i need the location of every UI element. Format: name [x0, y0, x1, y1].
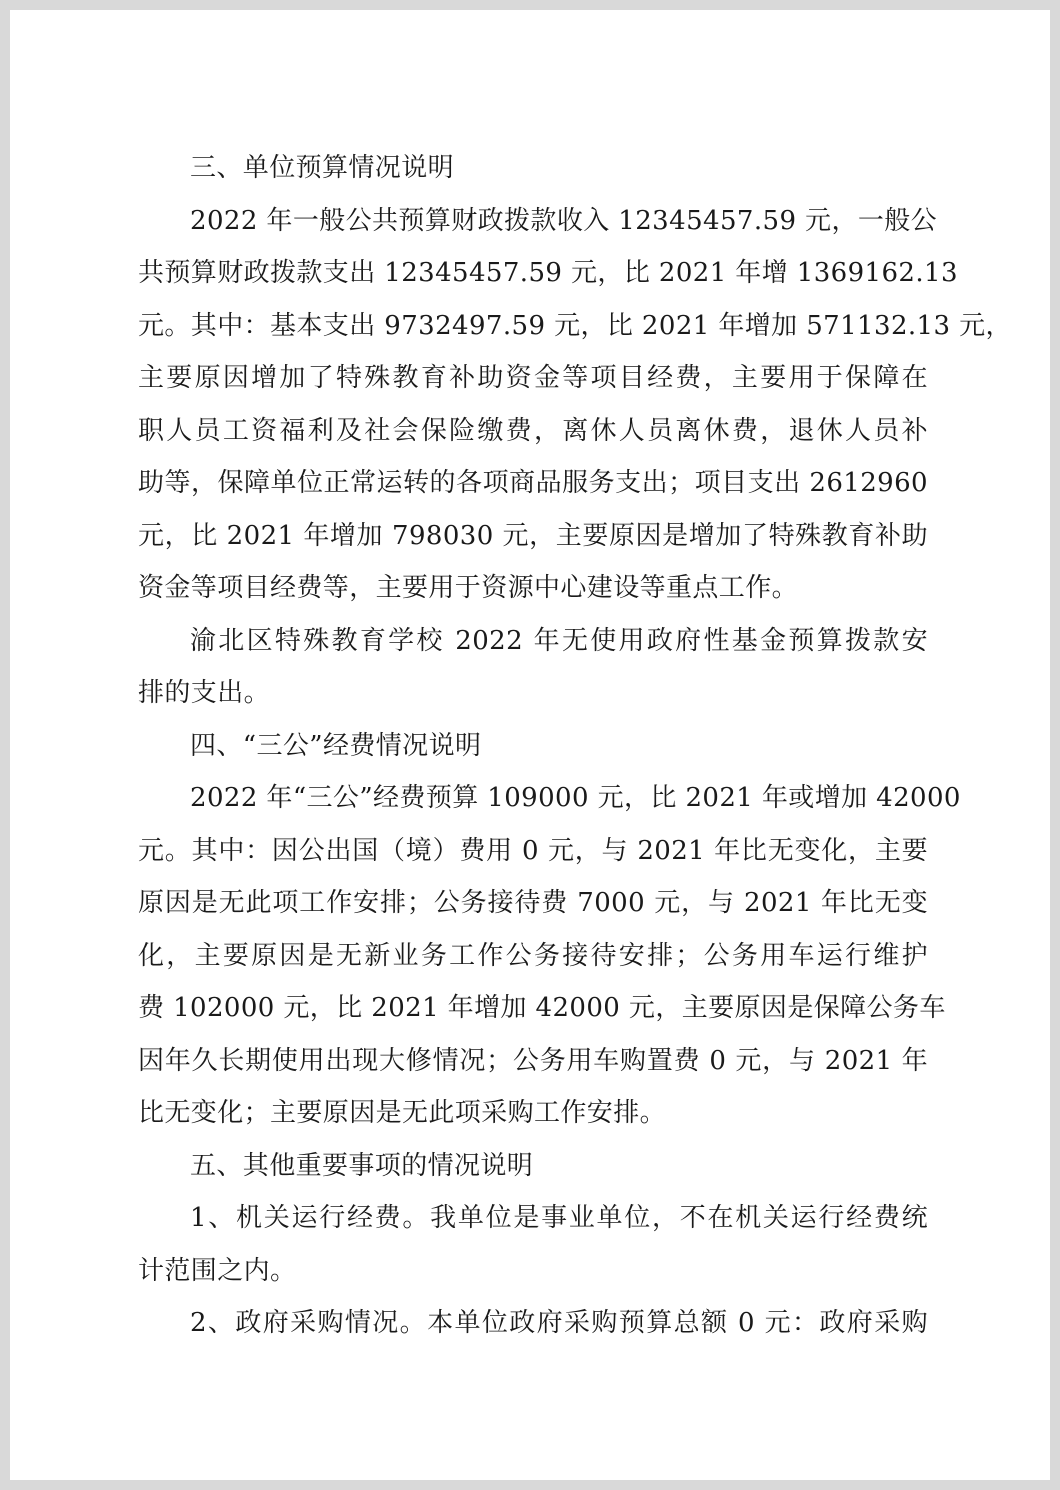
text-line: 五、其他重要事项的情况说明 [190, 1150, 534, 1181]
text-line: 原因是无此项工作安排；公务接待费 7000 元，与 2021 年比无变 [138, 888, 928, 918]
text-line: 职人员工资福利及社会保险缴费，离休人员离休费，退休人员补 [138, 415, 928, 446]
text-line: 2、政府采购情况。本单位政府采购预算总额 0 元：政府采购 [190, 1308, 928, 1338]
text-line: 元。其中：基本支出 9732497.59 元，比 2021 年增加 571132.13 元， [138, 310, 1012, 341]
text-line: 计范围之内。 [138, 1255, 297, 1286]
document-page [10, 10, 1050, 1480]
text-line: 元，比 2021 年增加 798030 元，主要原因是增加了特殊教育补助 [138, 520, 928, 551]
text-line: 资金等项目经费等，主要用于资源中心建设等重点工作。 [138, 573, 799, 603]
text-line: 因年久长期使用出现大修情况；公务用车购置费 0 元，与 2021 年 [138, 1045, 928, 1076]
text-line: 渝北区特殊教育学校 2022 年无使用政府性基金预算拨款安 [190, 625, 928, 656]
document-body [138, 142, 1012, 1350]
text-line: 元。其中：因公出国（境）费用 0 元，与 2021 年比无变化，主要 [138, 835, 928, 866]
text-line: 四、“三公”经费情况说明 [190, 730, 482, 761]
text-line: 三、单位预算情况说明 [190, 153, 455, 183]
text-line: 主要原因增加了特殊教育补助资金等项目经费，主要用于保障在 [138, 363, 928, 393]
text-line: 2022 年“三公”经费预算 109000 元，比 2021 年或增加 42000 [190, 783, 961, 813]
text-line: 比无变化；主要原因是无此项采购工作安排。 [138, 1098, 667, 1128]
text-line: 共预算财政拨款支出 12345457.59 元，比 2021 年增 1369162.13 [138, 258, 958, 288]
text-line: 排的支出。 [138, 678, 271, 708]
text-line: 2022 年一般公共预算财政拨款收入 12345457.59 元，一般公 [190, 205, 938, 236]
text-line: 1、机关运行经费。我单位是事业单位，不在机关运行经费统 [190, 1203, 928, 1233]
text-line: 费 102000 元，比 2021 年增加 42000 元，主要原因是保障公务车 [138, 993, 946, 1023]
text-line: 助等，保障单位正常运转的各项商品服务支出；项目支出 2612960 [138, 468, 928, 498]
text-line: 化，主要原因是无新业务工作公务接待安排；公务用车运行维护 [138, 940, 928, 971]
